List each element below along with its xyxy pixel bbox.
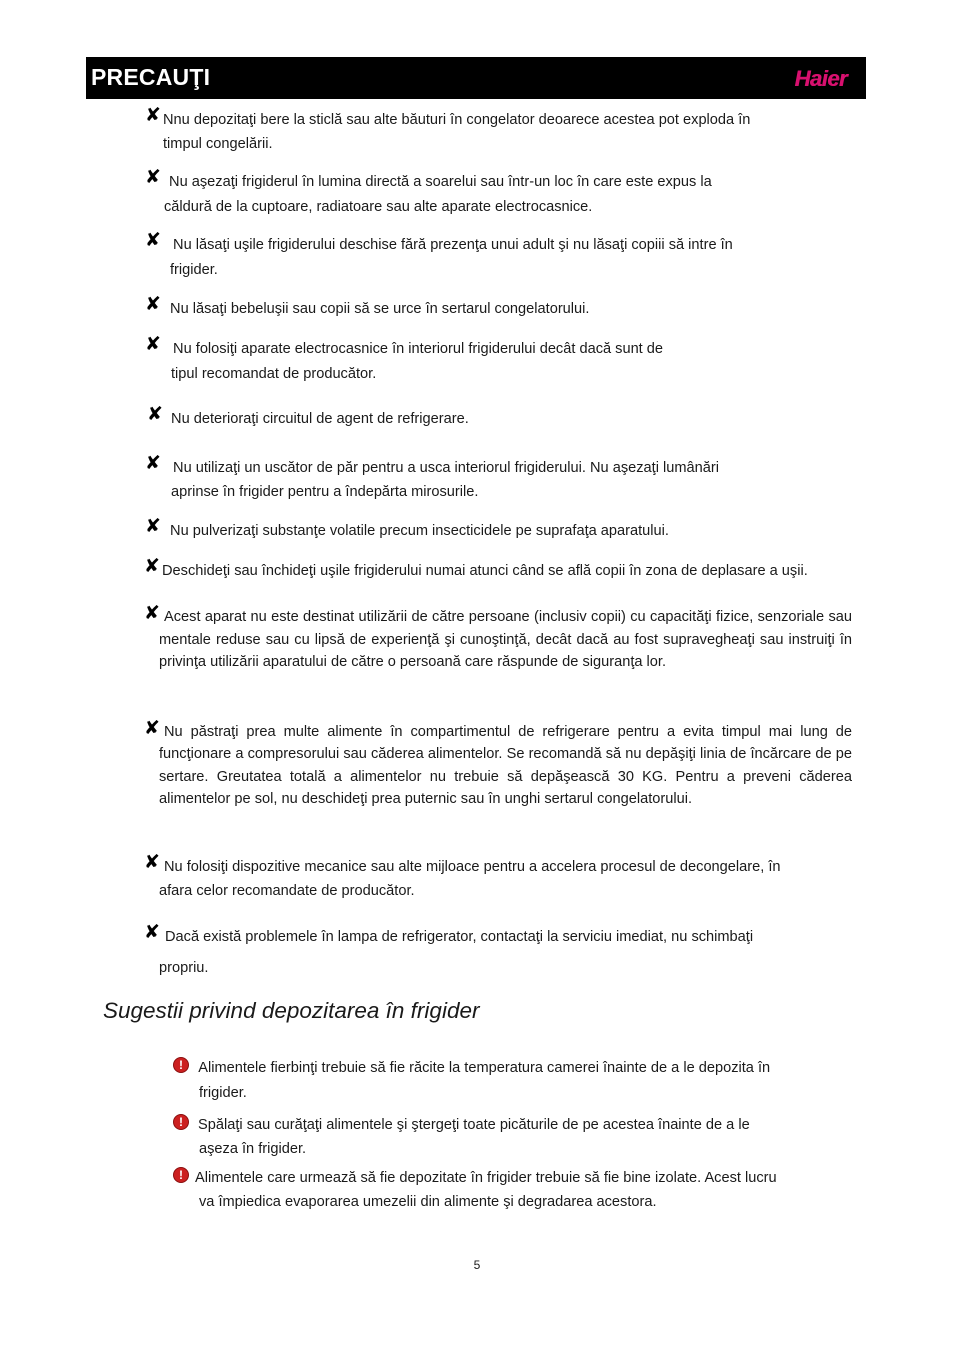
precaution-text: Nu lăsaţi bebeluşii sau copii să se urce în sertarul congelatorului. [166,301,590,317]
cross-mark-icon: ✘ [145,334,161,355]
precaution-text: Nu pulverizaţi substanţe volatile precum insecticidele pe suprafaţa aparatului. [166,523,669,539]
warning-circle-icon: ! [173,1057,189,1073]
precaution-paragraph: Acest aparat nu este destinat utilizării de către persoane (inclusiv copii) cu capacităţi fizice, senzoriale sau mentale reduse sau cu lipsă de experienţă şi cunoştinţă, decât dacă au fost supravegheaţi sau instruiţi în privinţa utilizării aparatului de către o persoană care răspunde de siguranţa lor. [159,609,852,671]
section-header-bar [86,57,866,99]
precaution-text: Nu lăsaţi uşile frigiderului deschise fără prezenţa unui adult şi nu lăsaţi copiii să intre în [169,237,733,253]
precaution-text: Nnu depozitaţi bere la sticlă sau alte băuturi în congelator deoarece acestea pot exploda în [163,112,751,128]
precaution-text: afara celor recomandate de producător. [159,883,415,899]
cross-mark-icon: ✘ [144,852,160,873]
precaution-paragraph: Nu păstraţi prea multe alimente în compartimentul de refrigerare pentru a evita timpul mai lung de funcţionare a compresorului sau căderea alimentelor. Se recomandă să nu depăşiţi linia de încărcare de pe sertare. Greutatea totală a alimentelor nu trebuie să depăşească 30 KG. Pentru a preveni căderea alimentelor pe sol, nu deschideţi prea puternic sau în unghi sertarul congelatorului. [159,724,852,807]
precaution-text: aprinse în frigider pentru a îndepărta mirosurile. [171,484,479,500]
suggestion-text: Spălaţi sau curăţaţi alimentele şi ştergeţi toate picăturile de pe acestea înainte de a le [194,1117,750,1133]
precaution-text: timpul congelării. [163,136,273,152]
cross-mark-icon: ✘ [144,556,160,577]
suggestion-text: Alimentele fierbinţi trebuie să fie răcite la temperatura camerei înainte de a le depozita în [195,1060,771,1076]
cross-mark-icon: ✘ [145,105,161,126]
precaution-text: căldură de la cuptoare, radiatoare sau alte aparate electrocasnice. [164,199,593,215]
precaution-text: Nu folosiţi aparate electrocasnice în interiorul frigiderului decât dacă sunt de [169,341,664,357]
warning-circle-icon: ! [173,1114,189,1130]
precaution-text: Nu utilizaţi un uscător de păr pentru a usca interiorul frigiderului. Nu aşezaţi lumânări [169,460,719,476]
precaution-text: Nu folosiţi dispozitive mecanice sau alte mijloace pentru a accelera procesul de decongelare, în [164,859,781,875]
suggestion-text: frigider. [199,1085,247,1101]
cross-mark-icon: ✘ [145,294,161,315]
precaution-text: Nu aşezaţi frigiderul în lumina directă a soarelui sau într-un loc în care este expus la [165,174,712,190]
warning-circle-icon: ! [173,1167,189,1183]
cross-mark-icon: ✘ [145,453,161,474]
suggestion-text: aşeza în frigider. [199,1141,307,1157]
page-title: PRECAUŢI [91,64,211,90]
precaution-text: propriu. [159,960,209,976]
cross-mark-icon: ✘ [145,230,161,251]
precaution-text: Deschideţi sau închideţi uşile frigiderului numai atunci când se află copii în zona de deplasare a uşii. [162,563,808,579]
suggestion-text: Alimentele care urmează să fie depozitate în frigider trebuie să fie bine izolate. Acest lucru [195,1170,777,1186]
page-number: 5 [473,1258,481,1272]
precaution-text: tipul recomandat de producător. [171,366,377,382]
cross-mark-icon: ✘ [147,404,163,425]
suggestion-text: va împiedica evaporarea umezelii din alimente şi degradarea acestora. [199,1194,657,1210]
cross-mark-icon: ✘ [145,167,161,188]
cross-mark-icon: ✘ [144,603,160,624]
precaution-text: Nu deterioraţi circuitul de agent de refrigerare. [167,411,469,427]
precaution-text: Dacă există problemele în lampa de refrigerator, contactaţi la serviciu imediat, nu schimbaţi [165,929,754,945]
cross-mark-icon: ✘ [144,922,160,943]
cross-mark-icon: ✘ [144,718,160,739]
cross-mark-icon: ✘ [145,516,161,537]
precaution-text: frigider. [170,262,218,278]
section-title: Sugestii privind depozitarea în frigider [103,998,480,1023]
brand-logo: Haier [794,66,847,91]
